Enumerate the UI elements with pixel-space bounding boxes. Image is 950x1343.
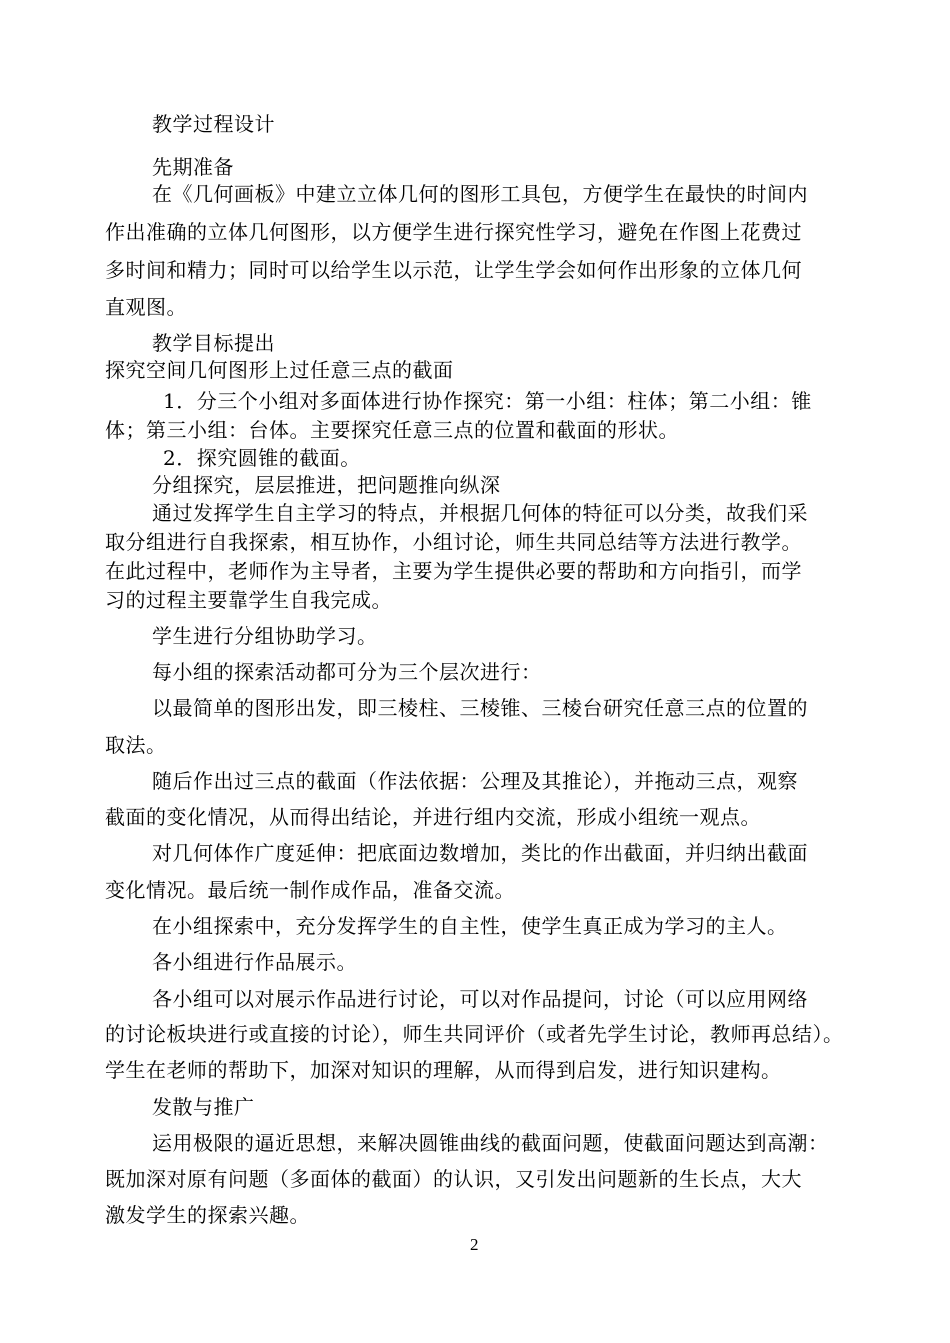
paragraph-line: 体；第三小组：台体。主要探究任意三点的位置和截面的形状。: [105, 418, 679, 442]
paragraph-line: 每小组的探索活动都可分为三个层次进行：: [152, 660, 542, 684]
list-item-1: 1．分三个小组对多面体进行协作探究：第一小组：柱体；第二小组：锥: [163, 389, 812, 413]
paragraph-line: 在《几何画板》中建立立体几何的图形工具包，方便学生在最快的时间内: [152, 182, 808, 206]
heading-extension: 发散与推广: [152, 1095, 255, 1119]
paragraph-line: 截面的变化情况，从而得出结论，并进行组内交流，形成小组统一观点。: [105, 805, 761, 829]
paragraph-line: 取法。: [105, 733, 167, 757]
paragraph-line: 通过发挥学生自主学习的特点，并根据几何体的特征可以分类，故我们采: [152, 501, 808, 525]
paragraph-line: 激发学生的探索兴趣。: [105, 1203, 310, 1227]
paragraph-line: 探究空间几何图形上过任意三点的截面: [105, 358, 454, 382]
heading-preparation: 先期准备: [152, 155, 234, 179]
paragraph-line: 学生进行分组协助学习。: [152, 624, 378, 648]
paragraph-line: 取分组进行自我探索，相互协作，小组讨论，师生共同总结等方法进行教学。: [105, 530, 802, 554]
heading-group-exploration: 分组探究，层层推进，把问题推向纵深: [152, 473, 501, 497]
paragraph-line: 学生在老师的帮助下，加深对知识的理解，从而得到启发，进行知识建构。: [105, 1058, 782, 1082]
paragraph-line: 既加深对原有问题（多面体的截面）的认识，又引发出问题新的生长点，大大: [105, 1167, 802, 1191]
paragraph-line: 作出准确的立体几何图形，以方便学生进行探究性学习，避免在作图上花费过: [105, 220, 802, 244]
paragraph-line: 各小组进行作品展示。: [152, 950, 357, 974]
paragraph-line: 变化情况。最后统一制作成作品，准备交流。: [105, 878, 515, 902]
paragraph-line: 各小组可以对展示作品进行讨论，可以对作品提问，讨论（可以应用网络: [152, 987, 808, 1011]
heading-teaching-process: 教学过程设计: [152, 112, 275, 136]
paragraph-line: 的讨论板块进行或直接的讨论），师生共同评价（或者先学生讨论，教师再总结）。: [105, 1022, 844, 1046]
paragraph-line: 在小组探索中，充分发挥学生的自主性，使学生真正成为学习的主人。: [152, 914, 788, 938]
heading-teaching-goals: 教学目标提出: [152, 331, 275, 355]
paragraph-line: 多时间和精力；同时可以给学生以示范，让学生学会如何作出形象的立体几何: [105, 258, 802, 282]
paragraph-line: 随后作出过三点的截面（作法依据：公理及其推论），并拖动三点，观察: [152, 769, 798, 793]
paragraph-line: 在此过程中，老师作为主导者，主要为学生提供必要的帮助和方向指引，而学: [105, 559, 802, 583]
paragraph-line: 直观图。: [105, 295, 187, 319]
paragraph-line: 对几何体作广度延伸：把底面边数增加，类比的作出截面，并归纳出截面: [152, 841, 808, 865]
paragraph-line: 以最简单的图形出发，即三棱柱、三棱锥、三棱台研究任意三点的位置的: [152, 696, 808, 720]
page-number: 2: [470, 1235, 479, 1254]
list-item-2: 2．探究圆锥的截面。: [163, 446, 361, 470]
paragraph-line: 习的过程主要靠学生自我完成。: [105, 588, 392, 612]
paragraph-line: 运用极限的逼近思想，来解决圆锥曲线的截面问题，使截面问题达到高潮：: [152, 1131, 829, 1155]
